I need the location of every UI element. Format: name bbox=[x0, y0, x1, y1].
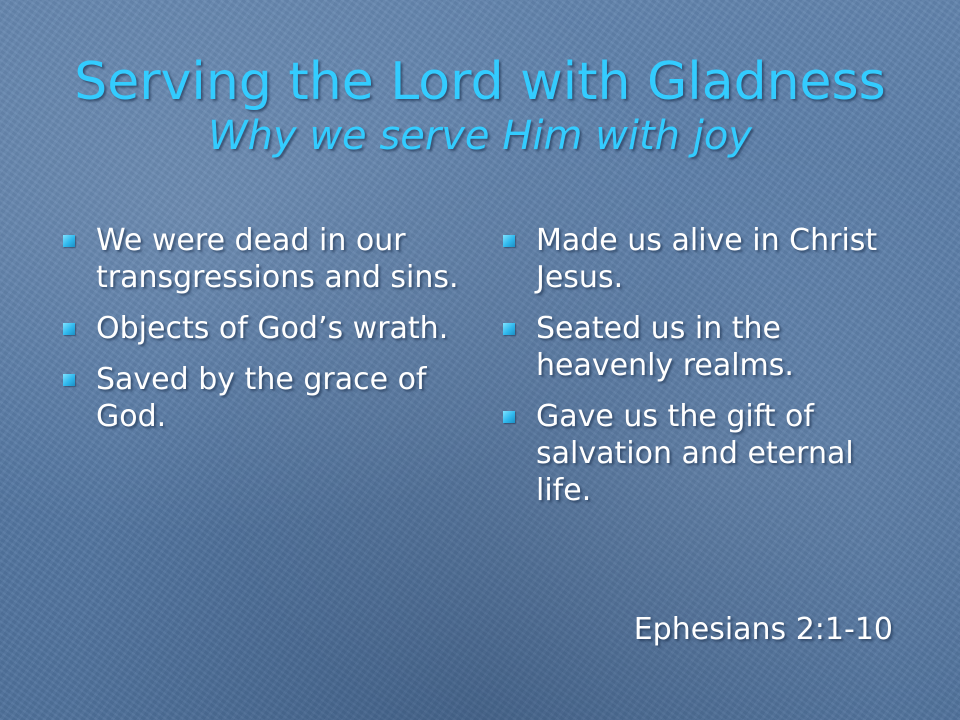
square-bullet-icon bbox=[503, 411, 515, 423]
title-block bbox=[0, 52, 960, 160]
list-item-text: Seated us in the heavenly realms. bbox=[536, 311, 794, 383]
left-bullet-list bbox=[60, 222, 460, 449]
square-bullet-icon bbox=[503, 323, 515, 335]
list-item bbox=[60, 310, 460, 347]
list-item-text: Objects of God’s wrath. bbox=[96, 311, 449, 346]
square-bullet-icon bbox=[63, 323, 75, 335]
list-item-text: Saved by the grace of God. bbox=[96, 362, 427, 434]
list-item bbox=[500, 310, 900, 384]
list-item-text: Made us alive in Christ Jesus. bbox=[536, 223, 878, 295]
slide-title: Serving the Lord with Gladness bbox=[74, 52, 886, 112]
square-bullet-icon bbox=[503, 235, 515, 247]
square-bullet-icon bbox=[63, 374, 75, 386]
list-item-text: Gave us the gift of salvation and eternal life. bbox=[536, 399, 854, 508]
slide-subtitle: Why we serve Him with joy bbox=[208, 113, 752, 159]
list-item bbox=[60, 222, 460, 296]
list-item bbox=[500, 398, 900, 509]
list-item-text: We were dead in our transgressions and sins. bbox=[96, 223, 459, 295]
square-bullet-icon bbox=[63, 235, 75, 247]
list-item bbox=[60, 361, 460, 435]
right-bullet-list bbox=[500, 222, 900, 523]
scripture-reference: Ephesians 2:1-10 bbox=[633, 612, 893, 647]
list-item bbox=[500, 222, 900, 296]
